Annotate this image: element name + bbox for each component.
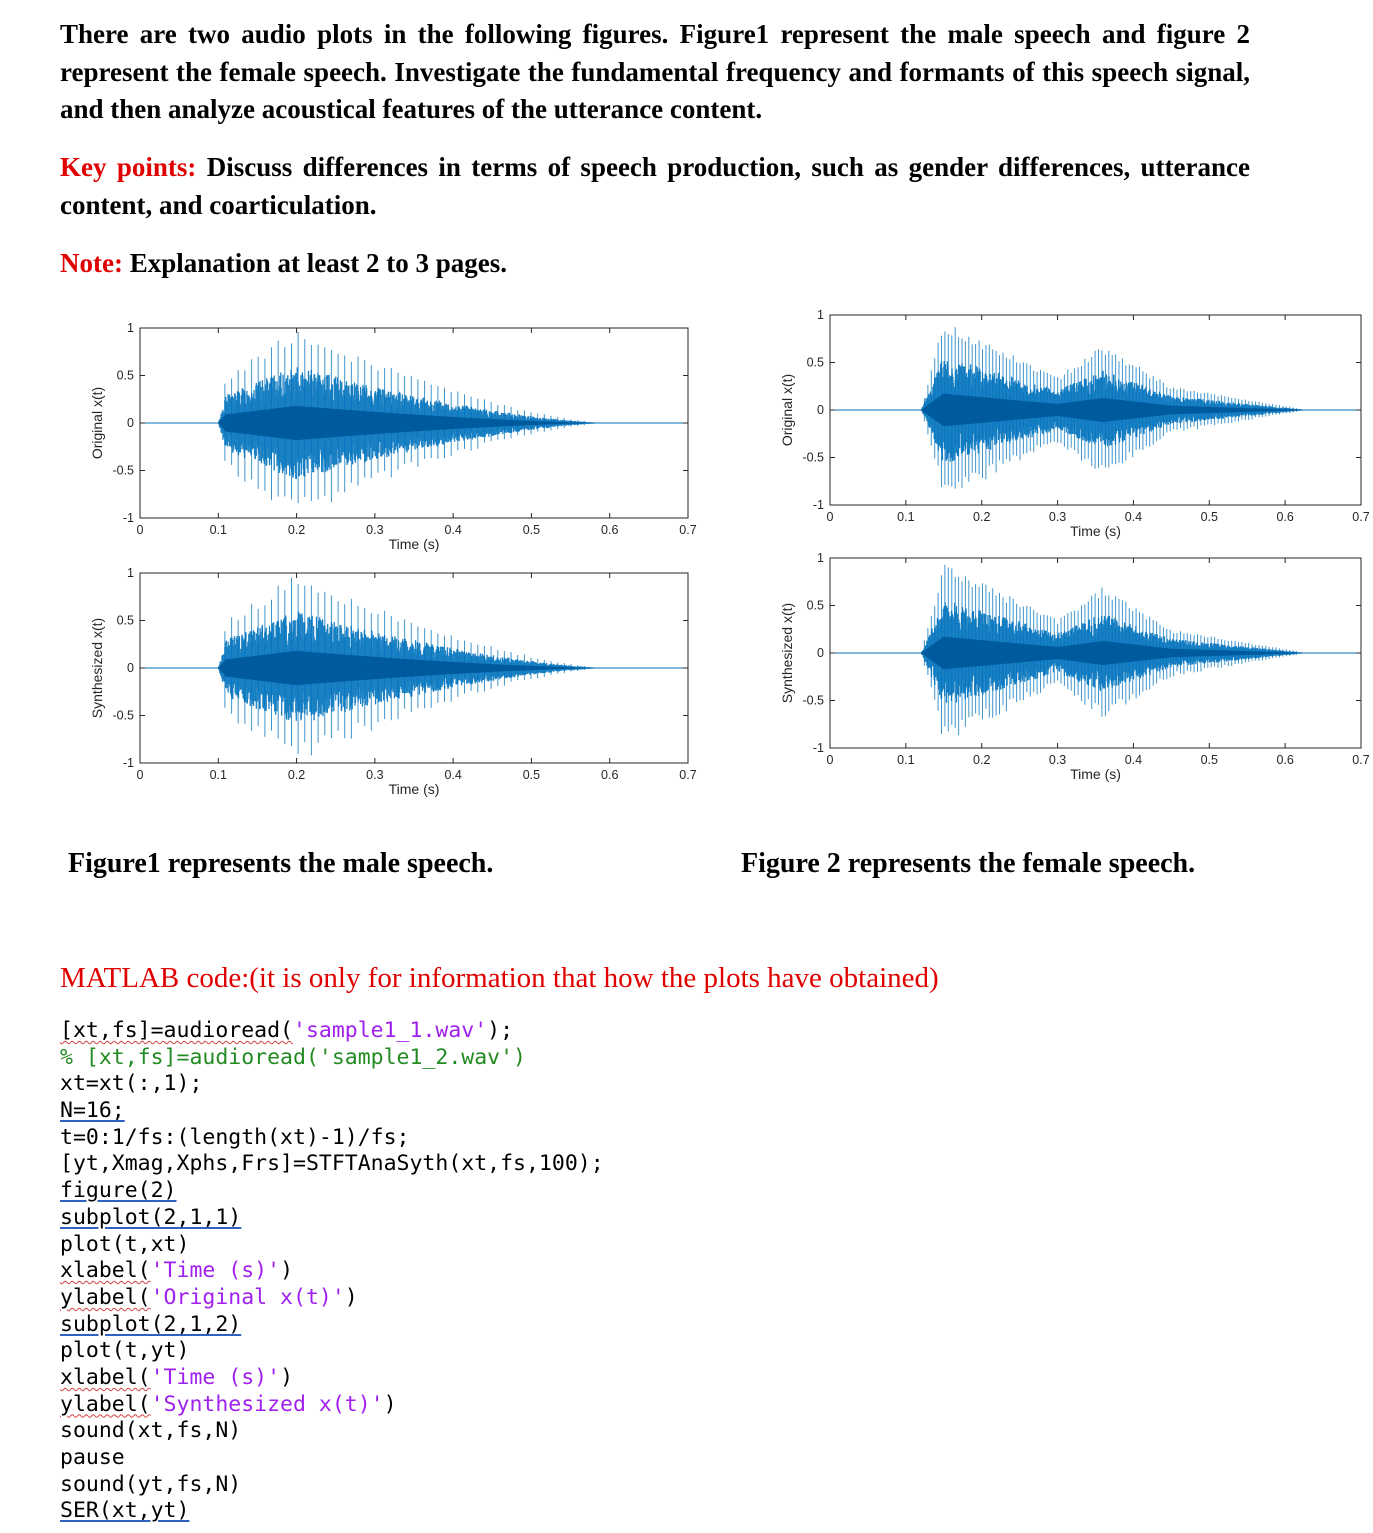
matlab-code-block bbox=[60, 1018, 604, 1525]
x-tick-label: 0.4 bbox=[444, 768, 462, 782]
x-tick-label: 0.7 bbox=[679, 768, 697, 782]
code-token: ); bbox=[487, 1018, 514, 1043]
code-line bbox=[60, 1151, 604, 1178]
code-line bbox=[60, 1232, 604, 1259]
code-token: xlabel( bbox=[60, 1258, 151, 1284]
y-tick-label: 0 bbox=[127, 661, 134, 675]
x-tick-label: 0.1 bbox=[897, 753, 915, 767]
code-token: xlabel( bbox=[60, 1364, 151, 1390]
code-line bbox=[60, 1365, 604, 1392]
code-token: ) bbox=[280, 1258, 294, 1284]
waveform bbox=[140, 578, 688, 756]
y-tick-label: 1 bbox=[127, 321, 134, 335]
y-tick-label: -0.5 bbox=[802, 450, 824, 465]
y-tick-label: -1 bbox=[122, 511, 134, 525]
code-token: xt=xt(:,1); bbox=[60, 1071, 203, 1097]
code-token: 'Synthesized x(t)' bbox=[150, 1391, 384, 1417]
x-tick-label: 0.4 bbox=[1124, 753, 1143, 767]
code-line bbox=[60, 1098, 604, 1125]
x-tick-label: 0.2 bbox=[287, 768, 306, 782]
y-tick-label: 0 bbox=[127, 416, 134, 430]
code-line bbox=[60, 1285, 604, 1312]
y-axis-label: Synthesized x(t) bbox=[779, 602, 795, 704]
code-line bbox=[60, 1312, 604, 1339]
y-tick-label: -0.5 bbox=[802, 693, 824, 708]
code-token: ylabel( bbox=[60, 1391, 151, 1417]
y-tick-label: 0.5 bbox=[806, 355, 824, 370]
x-tick-label: 0.3 bbox=[1048, 753, 1067, 767]
x-tick-label: 0.2 bbox=[973, 510, 991, 524]
code-token: [yt,Xmag,Xphs,Frs]=STFTAnaSyth(xt,fs,100); bbox=[60, 1151, 604, 1177]
x-tick-label: 0.7 bbox=[679, 523, 697, 537]
waveform bbox=[830, 327, 1361, 489]
x-tick-label: 0.6 bbox=[1276, 510, 1294, 524]
code-token: sound(yt,fs,N) bbox=[60, 1471, 242, 1497]
y-tick-label: -1 bbox=[122, 756, 134, 770]
y-axis-label: Original x(t) bbox=[89, 386, 105, 460]
code-token: % [xt,fs]=audioread('sample1_2.wav') bbox=[60, 1044, 526, 1070]
code-token: sound(xt,fs,N) bbox=[60, 1418, 242, 1444]
x-tick-label: 0 bbox=[826, 510, 834, 524]
y-tick-label: 1 bbox=[817, 551, 824, 565]
y-tick-label: 1 bbox=[817, 308, 824, 322]
x-tick-label: 0.7 bbox=[1352, 510, 1370, 524]
x-tick-label: 0 bbox=[136, 523, 144, 537]
code-token: ) bbox=[344, 1284, 358, 1310]
x-tick-label: 0 bbox=[826, 753, 834, 767]
x-tick-label: 0.6 bbox=[601, 768, 619, 782]
y-tick-label: -0.5 bbox=[112, 463, 134, 478]
x-tick-label: 0.3 bbox=[1048, 510, 1067, 524]
code-token: 'Original x(t)' bbox=[150, 1284, 345, 1310]
code-token: plot(t,yt) bbox=[60, 1338, 190, 1364]
code-token: ylabel( bbox=[60, 1284, 151, 1310]
code-token: 'Time (s)' bbox=[150, 1258, 281, 1284]
intro-paragraph: There are two audio plots in the following figures. Figure1 represent the male speech and figure 2 represent the female speech. Investigate the fundamental frequency and formants of this speech signal, and then analyze acoustical features of the utterance content. bbox=[60, 19, 1250, 124]
x-tick-label: 0.5 bbox=[522, 768, 541, 782]
x-tick-label: 0.6 bbox=[1276, 753, 1294, 767]
x-tick-label: 0.4 bbox=[444, 523, 462, 537]
code-line bbox=[60, 1445, 604, 1472]
code-line bbox=[60, 1205, 604, 1232]
x-tick-label: 0.1 bbox=[209, 523, 227, 537]
x-tick-label: 0.1 bbox=[209, 768, 227, 782]
code-line bbox=[60, 1498, 604, 1525]
x-tick-label: 0.6 bbox=[601, 523, 619, 537]
code-line bbox=[60, 1071, 604, 1098]
x-axis-label: Time (s) bbox=[388, 781, 440, 797]
x-tick-label: 0 bbox=[136, 768, 144, 782]
code-line bbox=[60, 1045, 604, 1072]
x-axis-label: Time (s) bbox=[388, 536, 440, 552]
code-token: SER(xt,yt) bbox=[60, 1498, 190, 1524]
code-line bbox=[60, 1338, 604, 1365]
x-tick-label: 0.2 bbox=[973, 753, 991, 767]
x-tick-label: 0.2 bbox=[287, 523, 306, 537]
figure1-original-plot bbox=[80, 318, 700, 553]
y-tick-label: 0.5 bbox=[116, 368, 134, 383]
x-axis-label: Time (s) bbox=[1070, 523, 1121, 539]
code-token: 'Time (s)' bbox=[150, 1364, 281, 1390]
x-tick-label: 0.3 bbox=[366, 768, 384, 782]
note-label: Note: bbox=[60, 248, 123, 278]
y-axis-label: Synthesized x(t) bbox=[89, 617, 105, 719]
code-line bbox=[60, 1258, 604, 1285]
matlab-heading: MATLAB code:(it is only for information that how the plots have obtained) bbox=[60, 962, 939, 994]
x-tick-label: 0.1 bbox=[897, 510, 915, 524]
y-tick-label: 0 bbox=[817, 646, 824, 660]
x-tick-label: 0.3 bbox=[366, 523, 384, 537]
code-token: t=0:1/fs:(length(xt)-1)/fs; bbox=[60, 1124, 410, 1150]
code-line bbox=[60, 1125, 604, 1152]
code-token: N=16; bbox=[60, 1098, 125, 1124]
key-points-paragraph bbox=[60, 149, 1250, 224]
y-tick-label: -1 bbox=[812, 741, 824, 755]
key-points-label: Key points: bbox=[60, 152, 197, 182]
y-tick-label: -0.5 bbox=[112, 708, 134, 723]
code-token: [xt,fs]=audioread( bbox=[60, 1018, 293, 1043]
figure2-original-plot bbox=[770, 305, 1373, 540]
code-line bbox=[60, 1472, 604, 1499]
x-tick-label: 0.5 bbox=[1200, 510, 1218, 524]
code-token: subplot(2,1,2) bbox=[60, 1311, 242, 1337]
figure2-synthesized-plot bbox=[770, 548, 1373, 783]
code-line bbox=[60, 1018, 604, 1045]
code-token: figure(2) bbox=[60, 1178, 177, 1204]
x-tick-label: 0.7 bbox=[1352, 753, 1370, 767]
waveform bbox=[140, 332, 688, 503]
y-tick-label: 1 bbox=[127, 566, 134, 580]
code-line bbox=[60, 1418, 604, 1445]
y-tick-label: -1 bbox=[812, 498, 824, 512]
x-tick-label: 0.5 bbox=[1200, 753, 1218, 767]
code-line bbox=[60, 1178, 604, 1205]
y-axis-label: Original x(t) bbox=[779, 373, 795, 447]
code-token: ) bbox=[383, 1391, 397, 1417]
x-axis-label: Time (s) bbox=[1070, 766, 1121, 782]
waveform bbox=[830, 565, 1361, 736]
key-points-text: Discuss differences in terms of speech production, such as gender differences, utterance content, and coarticulation. bbox=[60, 152, 1251, 220]
note-paragraph bbox=[60, 245, 1250, 283]
figure1-caption: Figure1 represents the male speech. bbox=[68, 848, 494, 879]
code-token: pause bbox=[60, 1445, 125, 1470]
code-token: ) bbox=[280, 1364, 294, 1390]
y-tick-label: 0.5 bbox=[806, 598, 824, 613]
y-tick-label: 0 bbox=[817, 403, 824, 417]
figure2-caption: Figure 2 represents the female speech. bbox=[741, 848, 1196, 879]
note-text: Explanation at least 2 to 3 pages. bbox=[122, 248, 507, 278]
x-tick-label: 0.5 bbox=[522, 523, 541, 537]
x-tick-label: 0.4 bbox=[1124, 510, 1143, 524]
code-token: plot(t,xt) bbox=[60, 1231, 190, 1257]
code-token: 'sample1_1.wav' bbox=[293, 1018, 488, 1043]
figure1-synthesized-plot bbox=[80, 563, 700, 798]
code-token: subplot(2,1,1) bbox=[60, 1204, 242, 1230]
y-tick-label: 0.5 bbox=[116, 613, 134, 628]
code-line bbox=[60, 1392, 604, 1419]
